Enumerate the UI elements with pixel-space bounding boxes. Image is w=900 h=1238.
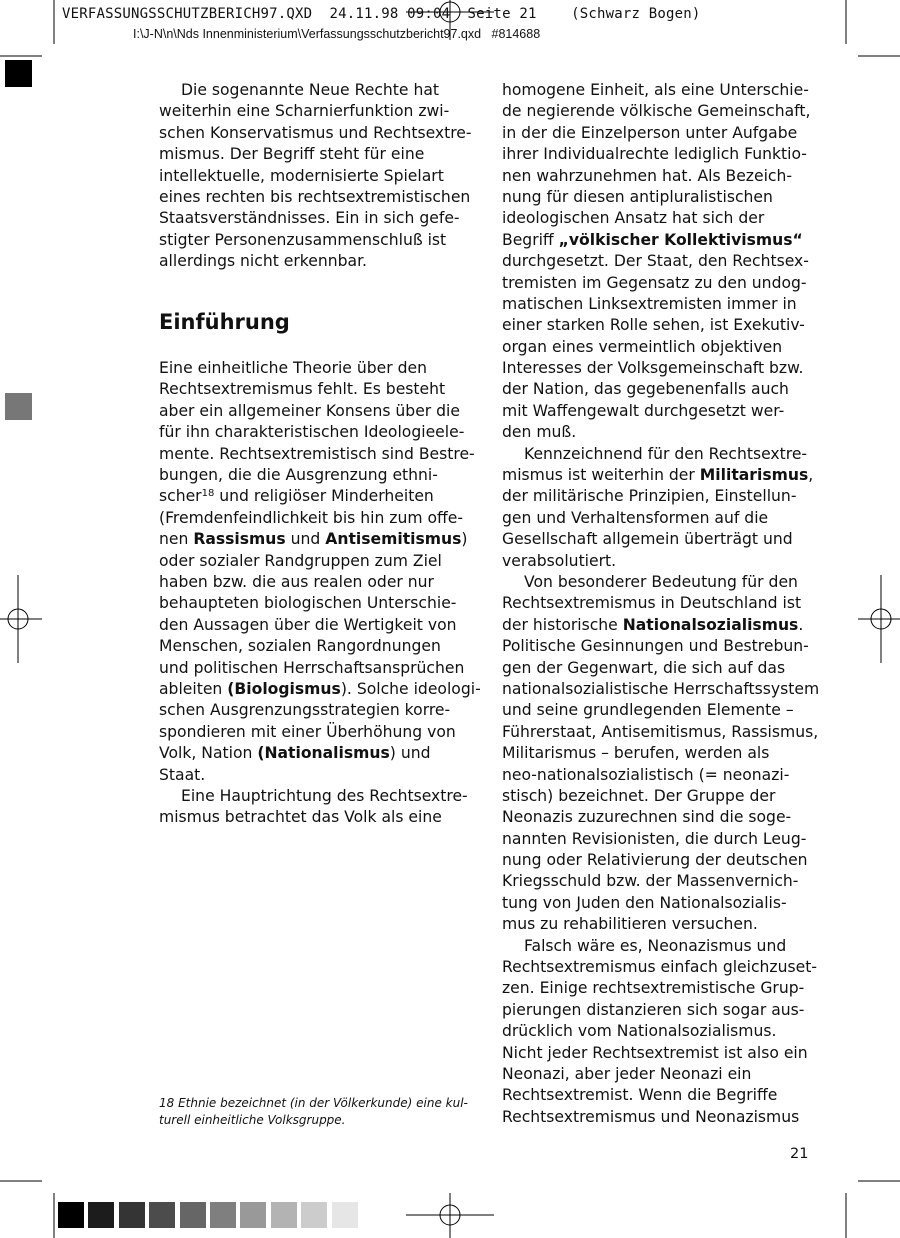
body-line: schen Ausgrenzungsstrategien korre- [159, 701, 451, 720]
body-line: nen wahrzunehmen hat. Als Bezeich- [502, 166, 793, 185]
body-line: der Nation, das gegebenenfalls auch [502, 380, 789, 399]
body-line: Staat. [159, 765, 206, 784]
body-line: Falsch wäre es, Neonazismus und [524, 936, 787, 955]
body-line: homogene Einheit, als eine Unterschie- [502, 81, 809, 99]
body-line: mit Waffengewalt durchgesetzt wer- [502, 401, 785, 420]
body-line: Rechtsextremismus und Neonazismus [502, 1107, 800, 1126]
body-line: zen. Einige rechtsextremistische Grup- [502, 979, 805, 998]
body-line: spondieren mit einer Überhöhung von [159, 722, 456, 741]
term-biologismus: (Biologismus [227, 679, 341, 698]
gray-swatch [332, 1202, 358, 1228]
term-antisemitismus: Antisemitismus [325, 530, 462, 549]
intro-line: Die sogenannte Neue Rechte hat [181, 81, 440, 99]
gray-swatch [119, 1202, 145, 1228]
body-line: nationalsozialistische Herrschaftssystem [502, 679, 820, 698]
body-line: ideologischen Ansatz hat sich der [502, 209, 765, 228]
body-line: pierungen distanzieren sich sogar aus- [502, 1000, 805, 1019]
term-rassismus: Rassismus [193, 530, 286, 549]
body-line: Führerstaat, Antisemitismus, Rassismus, [502, 722, 819, 741]
section-heading: Einführung [159, 310, 290, 334]
intro-line: intellektuelle, modernisierte Spielart [159, 166, 444, 185]
body-line: Menschen, sozialen Rangordnungen [159, 637, 441, 656]
left-column [159, 80, 481, 829]
body-line: gen der Gegenwart, die sich auf das [502, 658, 786, 677]
body-line: Rechtsextremist. Wenn die Begriffe [502, 1086, 778, 1105]
body-line: Rechtsextremismus in Deutschland ist [502, 594, 802, 613]
footnote-line: turell einheitliche Volksgruppe. [159, 1113, 346, 1127]
term-militarismus: Militarismus [699, 466, 809, 485]
intro-line: mismus. Der Begriff steht für eine [159, 145, 425, 164]
body-line: und seine grundlegenden Elemente – [502, 701, 794, 720]
body-line: (Fremdenfeindlichkeit bis hin zum offe- [159, 508, 464, 527]
body-line: durchgesetzt. Der Staat, den Rechtsex- [502, 252, 809, 271]
body-line: Interesses der Volksgemeinschaft bzw. [502, 359, 804, 378]
body-line: und politischen Herrschaftsansprüchen [159, 658, 465, 677]
intro-line: eines rechten bis rechtsextremistischen [159, 187, 471, 206]
body-line: Von besonderer Bedeutung für den [524, 572, 798, 591]
body-line: für ihn charakteristischen Ideologieele- [159, 423, 465, 442]
body-line: Eine Hauptrichtung des Rechtsextre- [181, 786, 468, 805]
body-line: neo-nationalsozialistisch (= neonazi- [502, 765, 790, 784]
term-voelkischer-kollektivismus: „völkischer Kollektivismus“ [558, 230, 803, 249]
registration-mark-bottom [406, 1193, 494, 1238]
body-line: Neonazi, aber jeder Neonazi ein [502, 1064, 752, 1083]
footnote-line: 18 Ethnie bezeichnet (in der Völkerkunde) eine kul- [159, 1096, 468, 1110]
body-line: stisch) bezeichnet. Der Gruppe der [502, 786, 776, 805]
body-line: scher$^{18}$ und religiöser Minderheiten [159, 487, 434, 506]
body-line: Rechtsextremismus einfach gleichzuset- [502, 958, 817, 977]
body-line: mente. Rechtsextremistisch sind Bestre- [159, 444, 475, 463]
term-nationalismus: (Nationalismus [257, 744, 390, 763]
body-line: mismus betrachtet das Volk als eine [159, 808, 442, 827]
body-line: der militärische Prinzipien, Einstellun- [502, 487, 797, 506]
body-line: bungen, die die Ausgrenzung ethni- [159, 466, 438, 485]
body-line: drücklich vom Nationalsozialismus. [502, 1022, 777, 1041]
body-line: Politische Gesinnungen und Bestrebun- [502, 637, 809, 656]
body-line: oder sozialer Randgruppen zum Ziel [159, 551, 442, 570]
body-line: Neonazis zuzurechnen sind die soge- [502, 808, 792, 827]
body-line: nannten Revisionisten, die durch Leug- [502, 829, 807, 848]
slug-line: VERFASSUNGSSCHUTZBERICH97.QXD 24.11.98 09:04 Seite 21 (Schwarz Bogen) [62, 6, 701, 22]
body-line: Kennzeichnend für den Rechtsextre- [524, 444, 808, 463]
body-line: nen Rassismus und Antisemitismus) [159, 530, 468, 549]
body-line: einer starken Rolle sehen, ist Exekutiv- [502, 316, 805, 335]
gray-swatch [301, 1202, 327, 1228]
body-line: tremisten im Gegensatz zu den undog- [502, 273, 807, 292]
gray-swatch [271, 1202, 297, 1228]
body-line: Begriff „völkischer Kollektivismus“ [502, 230, 803, 249]
body-line: de negierende völkische Gemeinschaft, [502, 102, 811, 121]
intro-line: schen Konservatismus und Rechtsextre- [159, 123, 472, 142]
gray-marker-block [5, 393, 32, 420]
body-line: Gesellschaft allgemein überträgt und [502, 530, 793, 549]
body-line: mus zu rehabilitieren versuchen. [502, 915, 758, 934]
body-line: behaupteten biologischen Unterschie- [159, 594, 457, 613]
intro-line: stigter Personenzusammenschluß ist [159, 230, 447, 249]
body-line: den Aussagen über die Wertigkeit von [159, 615, 457, 634]
footnote-ref[interactable]: 18 [201, 488, 215, 500]
body-line: ihrer Individualrechte lediglich Funktio- [502, 145, 807, 164]
body-line: der historische Nationalsozialismus. [502, 615, 804, 634]
body-line: Volk, Nation (Nationalismus) und [159, 744, 431, 763]
color-calibration-bar [58, 1202, 362, 1228]
gray-swatch [240, 1202, 266, 1228]
gray-swatch [88, 1202, 114, 1228]
intro-line: weiterhin eine Scharnierfunktion zwi- [159, 102, 450, 121]
registration-mark-left [0, 575, 42, 663]
body-line: verabsolutiert. [502, 551, 617, 570]
body-line: Kriegsschuld bzw. der Massenvernich- [502, 872, 799, 891]
body-line: in der die Einzelperson unter Aufgabe [502, 123, 798, 142]
file-path: I:\J-N\n\Nds Innenministerium\Verfassungsschutzbericht97.qxd #814688 [133, 27, 541, 41]
body-line: den muß. [502, 423, 577, 442]
body-line: aber ein allgemeiner Konsens über die [159, 401, 460, 420]
body-line: ableiten (Biologismus). Solche ideologi- [159, 679, 481, 698]
gray-swatch [210, 1202, 236, 1228]
page-number: 21 [790, 1146, 809, 1162]
body-line: tung von Juden den Nationalsozialis- [502, 893, 787, 912]
body-line: nung für diesen antipluralistischen [502, 187, 773, 206]
right-column [502, 80, 819, 1128]
black-marker-block [5, 60, 32, 87]
body-line: mismus ist weiterhin der Militarismus, [502, 466, 814, 485]
body-line: gen und Verhaltensformen auf die [502, 508, 769, 527]
gray-swatch [58, 1202, 84, 1228]
body-line: haben bzw. die aus realen oder nur [159, 572, 434, 591]
gray-swatch [180, 1202, 206, 1228]
gray-swatch [149, 1202, 175, 1228]
body-line: nung oder Relativierung der deutschen [502, 851, 808, 870]
footnote [159, 1095, 468, 1129]
intro-line: Staatsverständnisses. Ein in sich gefe- [159, 209, 460, 228]
body-line: matischen Linksextremisten immer in [502, 294, 797, 313]
registration-mark-right [858, 575, 900, 663]
term-nationalsozialismus: Nationalsozialismus [622, 615, 799, 634]
intro-line: allerdings nicht erkennbar. [159, 252, 368, 271]
body-line: Nicht jeder Rechtsextremist ist also ein [502, 1043, 808, 1062]
body-line: organ eines vermeintlich objektiven [502, 337, 783, 356]
body-line: Rechtsextremismus fehlt. Es besteht [159, 380, 446, 399]
body-line: Eine einheitliche Theorie über den [159, 359, 427, 378]
body-line: Militarismus – berufen, werden als [502, 744, 770, 763]
